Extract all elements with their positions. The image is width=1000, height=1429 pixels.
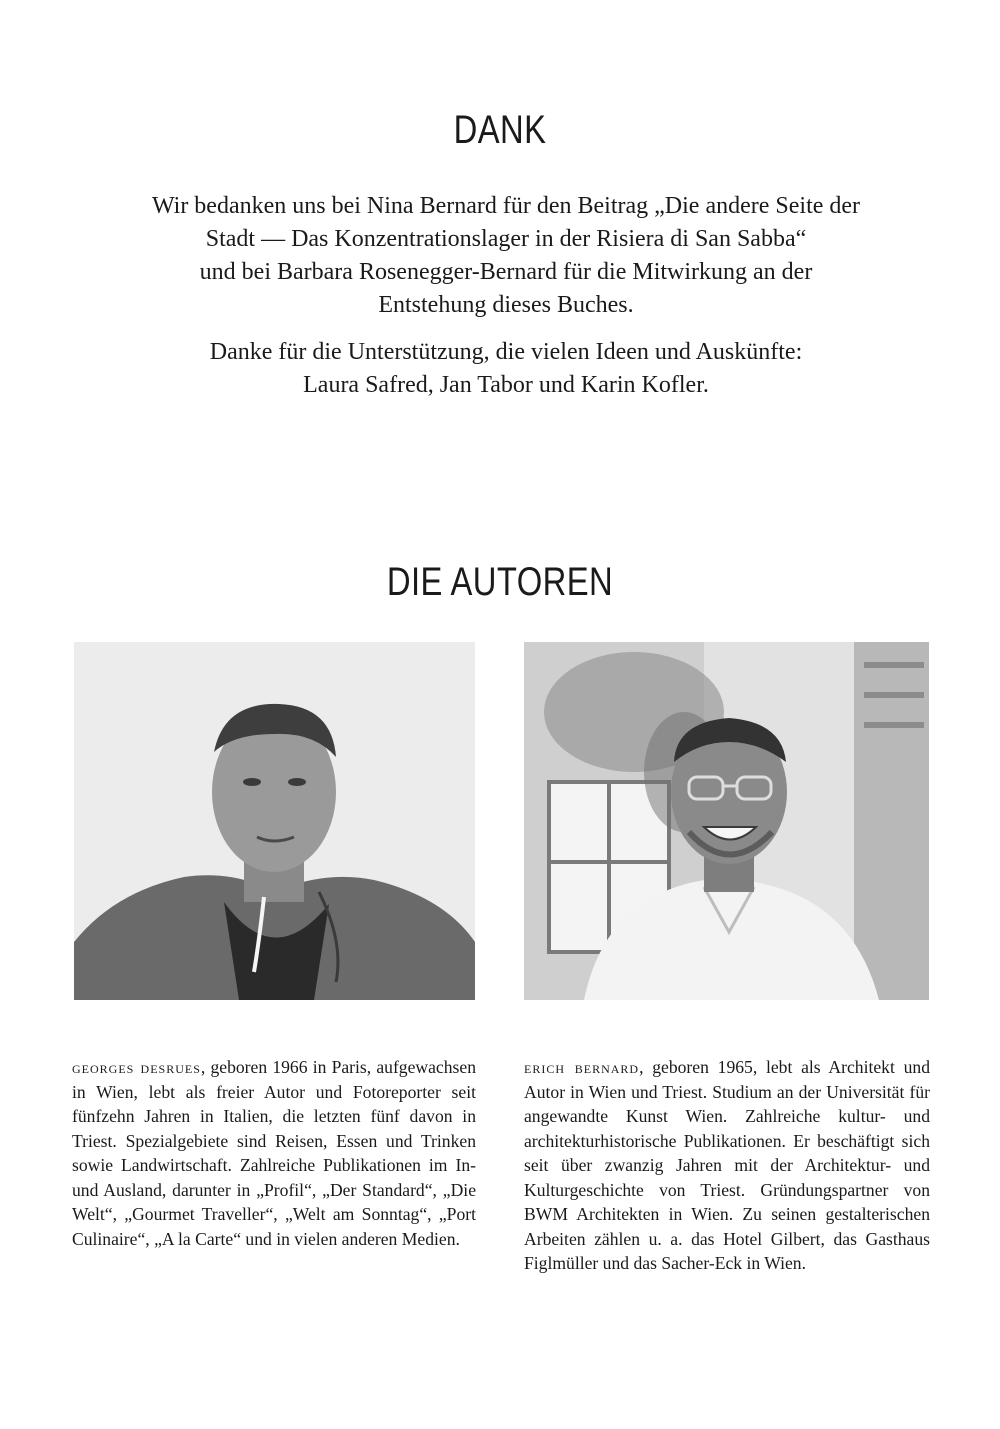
autoren-heading: DIE AUTOREN	[386, 560, 614, 604]
dank-paragraph-2	[100, 336, 912, 402]
dank-line: Entstehung dieses Buches.	[378, 292, 634, 318]
author-bio-desrues	[72, 1055, 476, 1251]
author-name: georges desrues	[72, 1057, 201, 1077]
dank-line: und bei Barbara Rosenegger-Bernard für die Mitwirkung an der	[199, 259, 813, 285]
dank-paragraph-1	[100, 190, 912, 322]
author-bio-bernard	[524, 1055, 930, 1276]
author-bio-text: , geboren 1965, lebt als Architekt und Autor in Wien und Triest. Studium an der Universität für angewandte Kunst Wien. Zahlreiche kultur- und architekturhistorische Publikationen. Er beschäftigt sich seit über zwanzig Jahren mit der Architektur- und Kulturgeschichte von Triest. Gründungspartner von BWM Architekten in Wien. Zu seinen gestalterischen Arbeiten zählen u. a. das Hotel Gilbert, das Gasthaus Figlmüller und das Sacher-Eck in Wien.	[524, 1057, 930, 1273]
dank-heading: DANK	[453, 108, 547, 152]
author-photo-desrues	[74, 642, 475, 1000]
dank-line: Laura Safred, Jan Tabor und Karin Kofler.	[303, 372, 709, 398]
author-photo-bernard	[524, 642, 929, 1000]
dank-line: Wir bedanken uns bei Nina Bernard für den Beitrag „Die andere Seite der	[151, 193, 861, 219]
author-bio-text: , geboren 1966 in Paris, aufgewachsen in Wien, lebt als freier Autor und Fotoreporter seit fünfzehn Jahren in Italien, die letzten fünf davon in Triest. Spezialgebiete sind Reisen, Essen und Trinken sowie Landwirtschaft. Zahlreiche Publikationen im In- und Ausland, darunter in „Profil“, „Der Standard“, „Die Welt“, „Gourmet Traveller“, „Welt am Sonntag“, „Port Culinaire“, „A la Carte“ und in vielen anderen Medien.	[72, 1057, 476, 1249]
author-name: erich bernard	[524, 1057, 640, 1077]
dank-line: Stadt — Das Konzentrationslager in der Risiera di San Sabba“	[205, 226, 807, 252]
dank-line: Danke für die Unterstützung, die vielen Ideen und Auskünfte:	[209, 339, 803, 365]
